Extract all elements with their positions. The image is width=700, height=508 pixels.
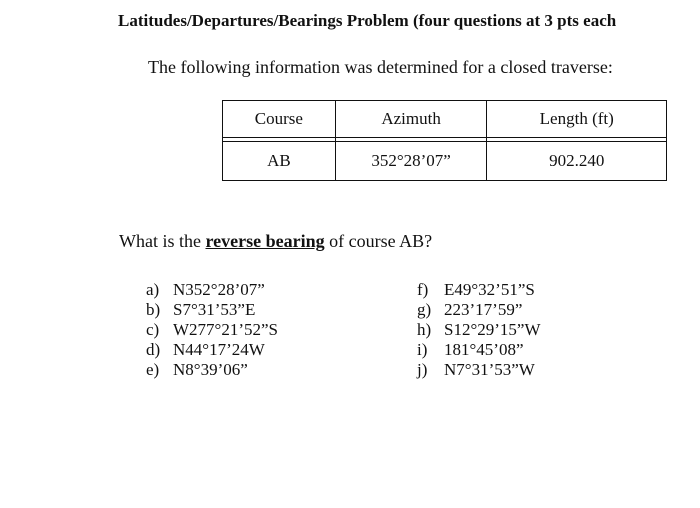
header-length: Length (ft) xyxy=(487,101,667,138)
option-letter: d) xyxy=(146,340,161,359)
option-text: 181°45’08” xyxy=(444,340,524,359)
header-azimuth: Azimuth xyxy=(335,101,487,138)
header-course: Course xyxy=(223,101,336,138)
page-title: Latitudes/Departures/Bearings Problem (four questions at 3 pts each xyxy=(118,11,617,30)
option-c[interactable] xyxy=(146,320,278,340)
option-letter: f) xyxy=(417,280,429,299)
option-text: N7°31’53”W xyxy=(444,360,535,379)
option-letter: g) xyxy=(417,300,432,319)
option-text: S12°29’15”W xyxy=(444,320,541,339)
option-letter: h) xyxy=(417,320,432,339)
option-a[interactable] xyxy=(146,280,278,300)
option-d[interactable] xyxy=(146,340,278,360)
option-letter: e) xyxy=(146,360,160,379)
option-h[interactable] xyxy=(417,320,541,340)
option-j[interactable] xyxy=(417,360,541,380)
option-text: E49°32’51”S xyxy=(444,280,535,299)
option-letter: c) xyxy=(146,320,160,339)
cell-course: AB xyxy=(223,142,336,181)
option-text: N8°39’06” xyxy=(173,360,248,379)
option-text: N44°17’24W xyxy=(173,340,265,359)
cell-azimuth: 352°28’07” xyxy=(335,142,487,181)
option-f[interactable] xyxy=(417,280,541,300)
table-header-row xyxy=(223,101,667,138)
option-e[interactable] xyxy=(146,360,278,380)
option-text: N352°28’07” xyxy=(173,280,265,299)
options-left-column xyxy=(146,280,278,380)
question-prefix: What is the xyxy=(119,231,201,251)
option-letter: a) xyxy=(146,280,160,299)
options-right-column xyxy=(417,280,541,380)
question-text xyxy=(119,231,432,252)
option-text: 223’17’59” xyxy=(444,300,523,319)
option-text: S7°31’53”E xyxy=(173,300,256,319)
question-emphasis: reverse bearing xyxy=(205,231,325,251)
intro-text: The following information was determined for a closed traverse: xyxy=(148,57,613,77)
option-i[interactable] xyxy=(417,340,541,360)
table-row xyxy=(223,142,667,181)
option-g[interactable] xyxy=(417,300,541,320)
option-letter: j) xyxy=(417,360,428,379)
option-text: W277°21’52”S xyxy=(173,320,279,339)
question-suffix: of course AB? xyxy=(329,231,433,251)
cell-length: 902.240 xyxy=(487,142,667,181)
option-letter: b) xyxy=(146,300,161,319)
option-letter: i) xyxy=(417,340,428,359)
option-b[interactable] xyxy=(146,300,278,320)
traverse-table xyxy=(222,100,667,181)
